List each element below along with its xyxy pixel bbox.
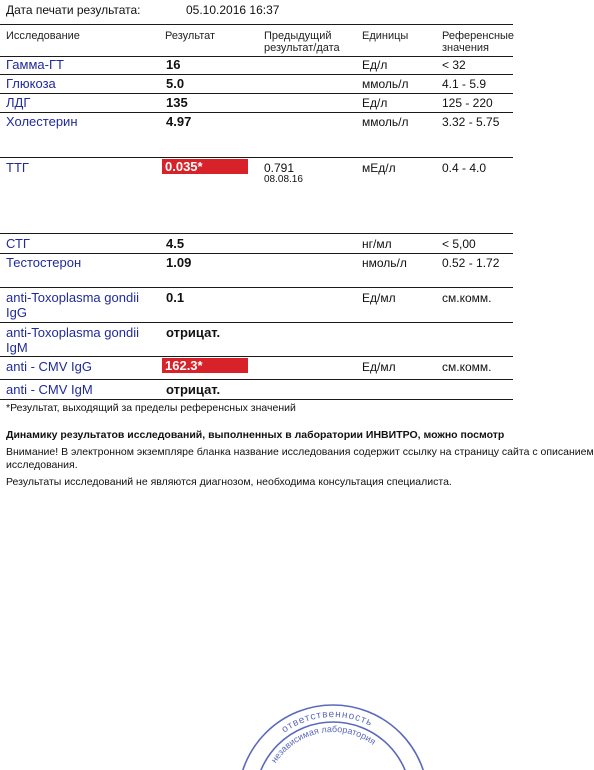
row-divider — [0, 93, 513, 94]
column-header-test: Исследование — [6, 30, 80, 42]
stamp-text-inner: независимая лаборатория — [268, 723, 378, 765]
row-divider — [0, 253, 513, 254]
test-name[interactable]: Гамма-ГТ — [6, 57, 64, 72]
result-value: 4.97 — [166, 114, 192, 129]
previous-result: 0.791 — [264, 161, 295, 175]
result-value: 135 — [166, 95, 188, 110]
column-header-previous-1: Предыдущий — [264, 30, 332, 42]
test-name[interactable]: Тестостерон — [6, 255, 82, 270]
reference-range: < 32 — [442, 58, 466, 72]
reference-range: 3.32 - 5.75 — [442, 115, 500, 129]
print-date-value: 05.10.2016 16:37 — [186, 3, 280, 17]
row-divider — [0, 287, 513, 288]
test-name[interactable]: anti-Toxoplasma gondii — [6, 290, 139, 305]
units: нмоль/л — [362, 256, 407, 270]
header-top-rule — [0, 24, 513, 25]
test-name[interactable]: Холестерин — [6, 114, 78, 129]
test-name[interactable]: anti-Toxoplasma gondii — [6, 325, 139, 340]
units: Ед/мл — [362, 360, 396, 374]
row-divider — [0, 74, 513, 75]
column-header-units: Единицы — [362, 30, 409, 42]
row-divider — [0, 112, 513, 113]
row-divider — [0, 379, 513, 380]
result-value: 16 — [166, 57, 181, 72]
test-name-line2[interactable]: IgM — [6, 340, 28, 355]
test-name[interactable]: Глюкоза — [6, 76, 56, 91]
previous-date: 08.08.16 — [264, 174, 303, 185]
disclaimer: Результаты исследований не являются диагнозом, необходима консультация специалиста. — [6, 476, 452, 488]
units: Ед/л — [362, 58, 388, 72]
reference-range: см.комм. — [442, 291, 492, 305]
units: Ед/л — [362, 96, 388, 110]
test-name[interactable]: anti - CMV IgG — [6, 359, 92, 374]
row-divider — [0, 233, 513, 234]
row-divider — [0, 157, 513, 158]
reference-range: 4.1 - 5.9 — [442, 77, 487, 91]
stamp-text-outer: ответственность — [279, 708, 375, 736]
result-value: 162.3* — [165, 358, 203, 373]
column-header-reference-2: значения — [442, 42, 490, 54]
lab-stamp — [225, 690, 445, 770]
reference-range: см.комм. — [442, 360, 492, 374]
column-header-reference-1: Референсные — [442, 30, 515, 42]
attention-note-line2: исследования. — [6, 459, 78, 471]
reference-range: < 5,00 — [442, 237, 476, 251]
test-name[interactable]: anti - CMV IgM — [6, 382, 93, 397]
units: ммоль/л — [362, 77, 409, 91]
test-name[interactable]: ТТГ — [6, 160, 29, 175]
table-bottom-rule — [0, 399, 513, 400]
result-value: 1.09 — [166, 255, 192, 270]
dynamics-note: Динамику результатов исследований, выполненных в лаборатории ИНВИТРО, можно посмотр — [6, 429, 505, 441]
out-of-range-flag — [162, 159, 248, 174]
result-value: отрицат. — [166, 325, 221, 340]
test-name[interactable]: СТГ — [6, 236, 30, 251]
column-header-result: Результат — [165, 30, 216, 42]
units: Ед/мл — [362, 291, 396, 305]
print-date-label: Дата печати результата: — [6, 3, 141, 17]
reference-range: 125 - 220 — [442, 96, 493, 110]
result-value: 4.5 — [166, 236, 185, 251]
reference-range: 0.4 - 4.0 — [442, 161, 487, 175]
row-divider — [0, 356, 513, 357]
units: мЕд/л — [362, 161, 396, 175]
result-value: 5.0 — [166, 76, 185, 91]
result-value: отрицат. — [166, 382, 221, 397]
reference-range: 0.52 - 1.72 — [442, 256, 500, 270]
footnote: *Результат, выходящий за пределы референсных значений — [6, 402, 296, 414]
row-divider — [0, 322, 513, 323]
test-name[interactable]: ЛДГ — [6, 95, 31, 110]
units: ммоль/л — [362, 115, 409, 129]
header-bottom-rule — [0, 56, 513, 57]
result-value: 0.1 — [166, 290, 185, 305]
out-of-range-flag — [162, 358, 248, 373]
result-value: 0.035* — [165, 159, 203, 174]
units: нг/мл — [362, 237, 392, 251]
column-header-previous-2: результат/дата — [264, 42, 340, 54]
attention-note-line1: Внимание! В электронном экземпляре бланка название исследования содержит ссылку на страницу сайта с описанием — [6, 446, 594, 458]
test-name-line2[interactable]: IgG — [6, 305, 27, 320]
